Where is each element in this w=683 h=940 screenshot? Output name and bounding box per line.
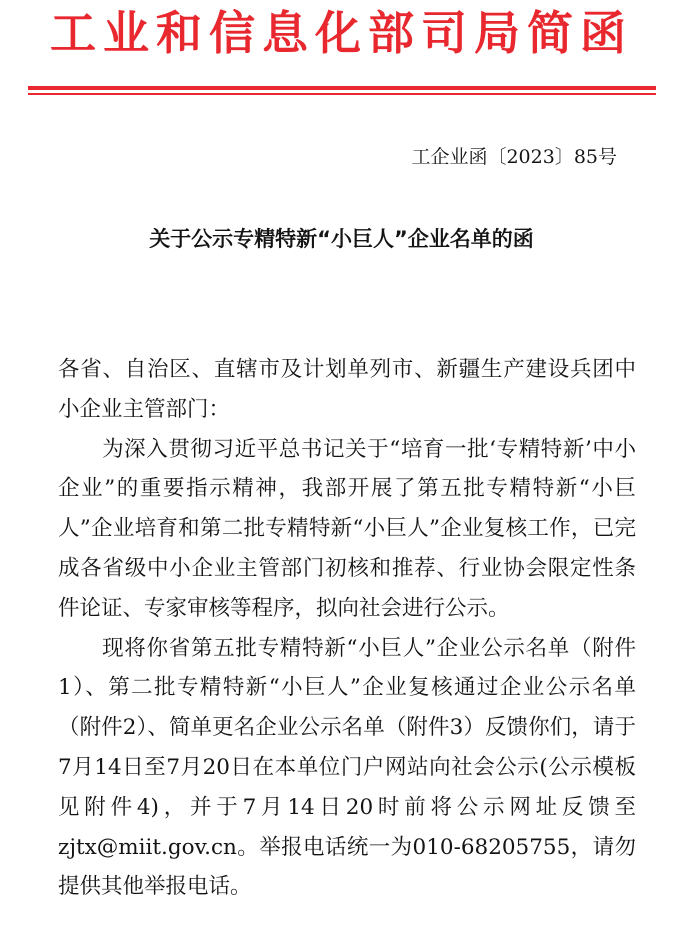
letter-body bbox=[58, 350, 636, 907]
masthead-rule-thin bbox=[28, 93, 656, 95]
paragraph-1: 为深入贯彻习近平总书记关于“培育一批‘专精特新’中小企业”的重要指示精神，我部开展了第五批专精特新“小巨人”企业培育和第二批专精特新“小巨人”企业复核工作，已完成各省级中小企业主管部门初核和推荐、行业协会限定性条件论证、专家审核等程序，拟向社会进行公示。 bbox=[58, 436, 636, 621]
paragraph-2: 现将你省第五批专精特新“小巨人”企业公示名单（附件1）、第二批专精特新“小巨人”企业复核通过企业公示名单（附件2）、简单更名企业公示名单（附件3）反馈你们，请于7月14日至7月20日在本单位门户网站向社会公示(公示模板见附件4)，并于7月14日20时前将公示网址反馈至zjtx@miit.gov.cn。举报电话统一为010-68205755，请勿提供其他举报电话。 bbox=[58, 635, 636, 900]
masthead-title: 工业和信息化部司局简函 bbox=[50, 6, 633, 60]
letter-title: 关于公示专精特新“小巨人”企业名单的函 bbox=[149, 227, 534, 251]
document-number: 工企业函〔2023〕85号 bbox=[411, 146, 617, 168]
salutation: 各省、自治区、直辖市及计划单列市、新疆生产建设兵团中小企业主管部门： bbox=[58, 357, 636, 422]
masthead-rule-thick bbox=[28, 86, 656, 90]
